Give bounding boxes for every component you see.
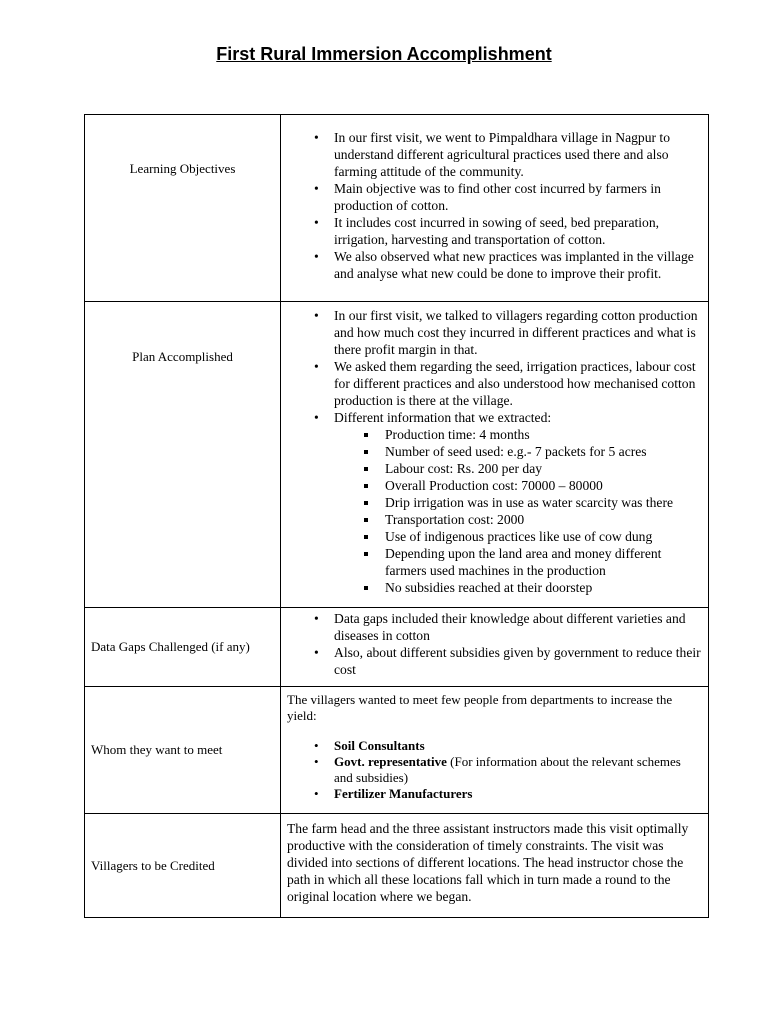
list-item-bold: Govt. representative — [334, 754, 447, 769]
villagers-credited-paragraph: The farm head and the three assistant instructors made this visit optimally productive with the consideration of timely constraints. The visit was divided into sections of different locations. The head instructor chose the path in which all these locations fall which in turn made a round to the original location where we began. — [287, 821, 689, 904]
list-item-bold: Soil Consultants — [334, 738, 425, 753]
whom-to-meet-intro: The villagers wanted to meet few people from departments to increase the yield: — [287, 692, 673, 723]
table-row-plan-accomplished — [85, 302, 709, 608]
learning-objectives-label: Learning Objectives — [129, 161, 236, 176]
list-item: • Data gaps included their knowledge about different varieties and diseases in cotton — [334, 610, 702, 644]
villagers-credited-content — [281, 814, 709, 918]
plan-accomplished-list — [287, 307, 702, 596]
data-gaps-content — [281, 608, 709, 687]
accomplishment-table — [84, 114, 709, 918]
whom-to-meet-label: Whom they want to meet — [91, 742, 223, 757]
whom-to-meet-content — [281, 687, 709, 814]
table-row-villagers-credited — [85, 814, 709, 918]
learning-objectives-content — [281, 115, 709, 302]
list-item: • In our first visit, we talked to villagers regarding cotton production and how much cost they incurred in different practices and what is there profit margin in that. — [334, 307, 702, 358]
list-item: • We asked them regarding the seed, irrigation practices, labour cost for different practices and also understood how mechanised cotton production is there at the village. — [334, 358, 702, 409]
sub-list-item: Drip irrigation was in use as water scarcity was there — [385, 494, 702, 511]
row-label-cell — [85, 115, 281, 302]
sub-list-item: Overall Production cost: 70000 – 80000 — [385, 477, 702, 494]
data-gaps-list — [287, 610, 702, 678]
list-item: • Main objective was to find other cost incurred by farmers in production of cotton. — [334, 180, 702, 214]
sub-list-item: Transportation cost: 2000 — [385, 511, 702, 528]
list-item: • In our first visit, we went to Pimpaldhara village in Nagpur to understand different agricultural practices used there and also farming attitude of the community. — [334, 129, 702, 180]
sub-list-item: Production time: 4 months — [385, 426, 702, 443]
list-item-bold: Fertilizer Manufacturers — [334, 786, 473, 801]
data-gaps-label: Data Gaps Challenged (if any) — [91, 639, 250, 654]
table-row-data-gaps — [85, 608, 709, 687]
sub-list-item: Depending upon the land area and money different farmers used machines in the production — [385, 545, 702, 579]
list-item: • Also, about different subsidies given by government to reduce their cost — [334, 644, 702, 678]
sub-list-item: Use of indigenous practices like use of cow dung — [385, 528, 702, 545]
plan-accomplished-content — [281, 302, 709, 608]
villagers-credited-label: Villagers to be Credited — [91, 857, 215, 873]
table-row-whom-to-meet — [85, 687, 709, 814]
learning-objectives-list — [287, 129, 702, 282]
sub-list-item: Labour cost: Rs. 200 per day — [385, 460, 702, 477]
list-item — [334, 409, 702, 596]
list-item: • We also observed what new practices was implanted in the village and analyse what new could be done to improve their profit. — [334, 248, 702, 282]
sub-list-item: Number of seed used: e.g.- 7 packets for 5 acres — [385, 443, 702, 460]
list-item: • It includes cost incurred in sowing of seed, bed preparation, irrigation, harvesting and transportation of cotton. — [334, 214, 702, 248]
list-item-text: (For information about the relevant schemes and subsidies) — [334, 754, 681, 785]
list-item — [334, 754, 702, 786]
document-title: First Rural Immersion Accomplishment — [216, 44, 552, 64]
row-label-cell — [85, 608, 281, 687]
table-row-learning-objectives — [85, 115, 709, 302]
list-item — [334, 786, 702, 802]
row-label-cell — [85, 814, 281, 918]
whom-to-meet-list — [287, 738, 702, 802]
list-item-text: Different information that we extracted: — [334, 410, 552, 425]
row-label-cell — [85, 687, 281, 814]
plan-accomplished-label: Plan Accomplished — [132, 349, 233, 364]
list-item — [334, 738, 702, 754]
extracted-info-list — [334, 426, 702, 596]
sub-list-item: No subsidies reached at their doorstep — [385, 579, 702, 596]
row-label-cell — [85, 302, 281, 608]
